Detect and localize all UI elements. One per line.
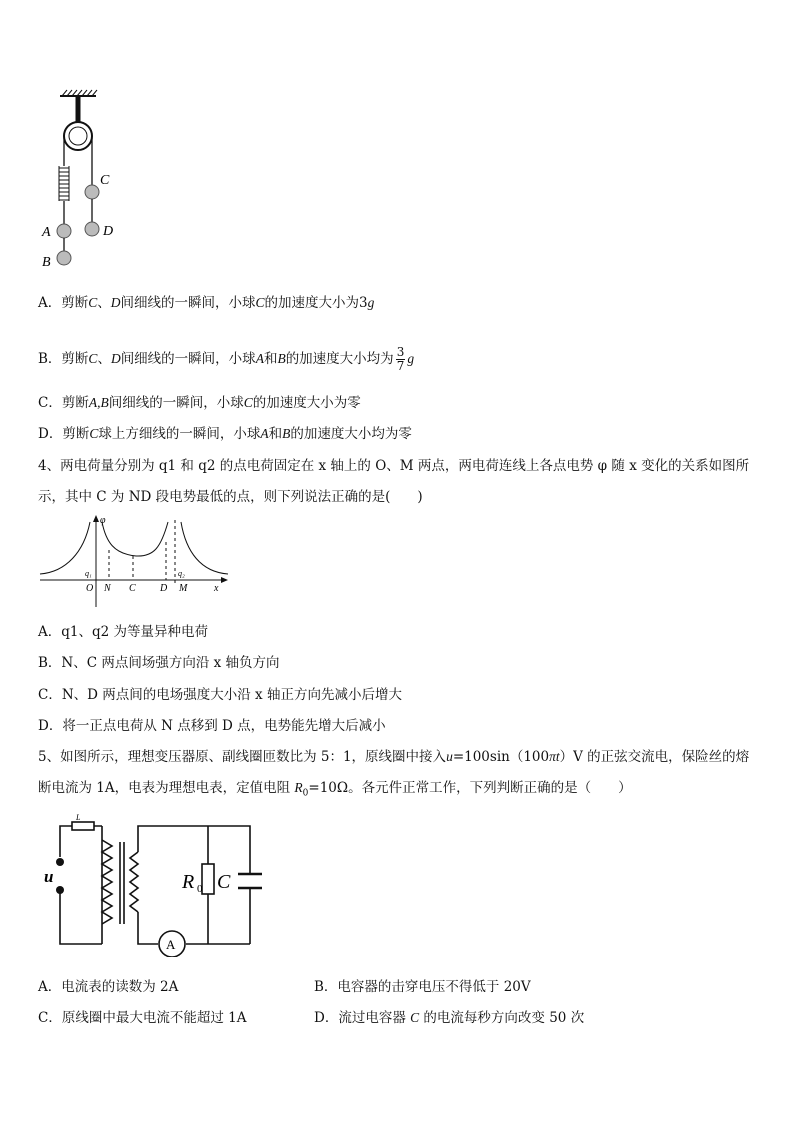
q3-option-c: C．剪断A,B间细线的一瞬间，小球C的加速度大小为零 xyxy=(38,395,361,411)
transformer-circuit xyxy=(40,812,265,957)
label-q1: q₁ xyxy=(85,569,92,578)
label-r0-sub: 0 xyxy=(197,883,203,895)
label-b: B xyxy=(42,255,51,270)
q5-option-c: C．原线圈中最大电流不能超过 1A xyxy=(38,1010,247,1026)
q4-option-c: C．N、D 两点间的电场强度大小沿 x 轴正方向先减小后增大 xyxy=(38,687,402,703)
pulley-figure xyxy=(30,88,140,273)
q4-option-a: A．q1、q2 为等量异种电荷 xyxy=(38,624,209,640)
q4-option-b: B．N、C 两点间场强方向沿 x 轴负方向 xyxy=(38,655,280,671)
q3-option-a: A．剪断C、D间细线的一瞬间，小球C的加速度大小为3g xyxy=(38,295,375,311)
q4-option-d: D．将一正点电荷从 N 点移到 D 点，电势能先增大后减小 xyxy=(38,718,386,734)
spring xyxy=(59,166,69,201)
q5-option-b: B．电容器的击穿电压不得低于 20V xyxy=(314,979,531,995)
ball-d xyxy=(85,222,99,236)
q4-stem-line1: 4、两电荷量分别为 q1 和 q2 的点电荷固定在 x 轴上的 O、M 两点，两电荷连线上各点电势 φ 随 x 变化的关系如图所 xyxy=(38,458,750,474)
label-n: N xyxy=(104,583,111,594)
q5-option-a: A．电流表的读数为 2A xyxy=(38,979,179,995)
ball-b xyxy=(57,251,71,265)
q5-stem-line2: 断电流为 1A，电表为理想电表，定值电阻 $R_0=10\Omega$。各元件正常工作，下列判断正确的是（ ） xyxy=(38,780,632,799)
label-o: O xyxy=(86,583,94,594)
q5-stem-line1: 5、如图所示，理想变压器原、副线圈匝数比为 5：1，原线圈中接入u=100sin（100πt）V 的正弦交流电，保险丝的熔 xyxy=(38,749,750,765)
label-r0: R xyxy=(182,871,195,893)
label-d: D xyxy=(160,583,168,594)
label-ammeter: A xyxy=(166,937,176,952)
label-q2: q₂ xyxy=(178,569,185,578)
q3-option-b: B．剪断C、D间细线的一瞬间，小球A和B的加速度大小均为 $\frac{3}{7}$ g xyxy=(38,345,415,373)
axis-phi: φ xyxy=(100,515,106,526)
label-fuse: L xyxy=(76,813,81,822)
label-d: D xyxy=(103,224,114,239)
fraction-3-7: $\frac{3}{7}$ xyxy=(396,345,405,373)
label-a: A xyxy=(42,225,51,240)
ball-c xyxy=(85,185,99,199)
label-capacitor: C xyxy=(217,871,231,893)
q3-option-d: D．剪断C球上方细线的一瞬间，小球A和B的加速度大小均为零 xyxy=(38,426,412,442)
ball-a xyxy=(57,224,71,238)
label-u: u xyxy=(44,867,54,886)
axis-x: x xyxy=(214,583,219,594)
label-m: M xyxy=(179,583,188,594)
label-c: C xyxy=(129,583,136,594)
label-c: C xyxy=(100,173,110,188)
q5-option-d: D．流过电容器 C 的电流每秒方向改变 50 次 xyxy=(314,1010,585,1026)
q4-stem-line2: 示，其中 C 为 ND 段电势最低的点，则下列说法正确的是( ) xyxy=(38,489,423,505)
potential-graph xyxy=(36,512,236,612)
